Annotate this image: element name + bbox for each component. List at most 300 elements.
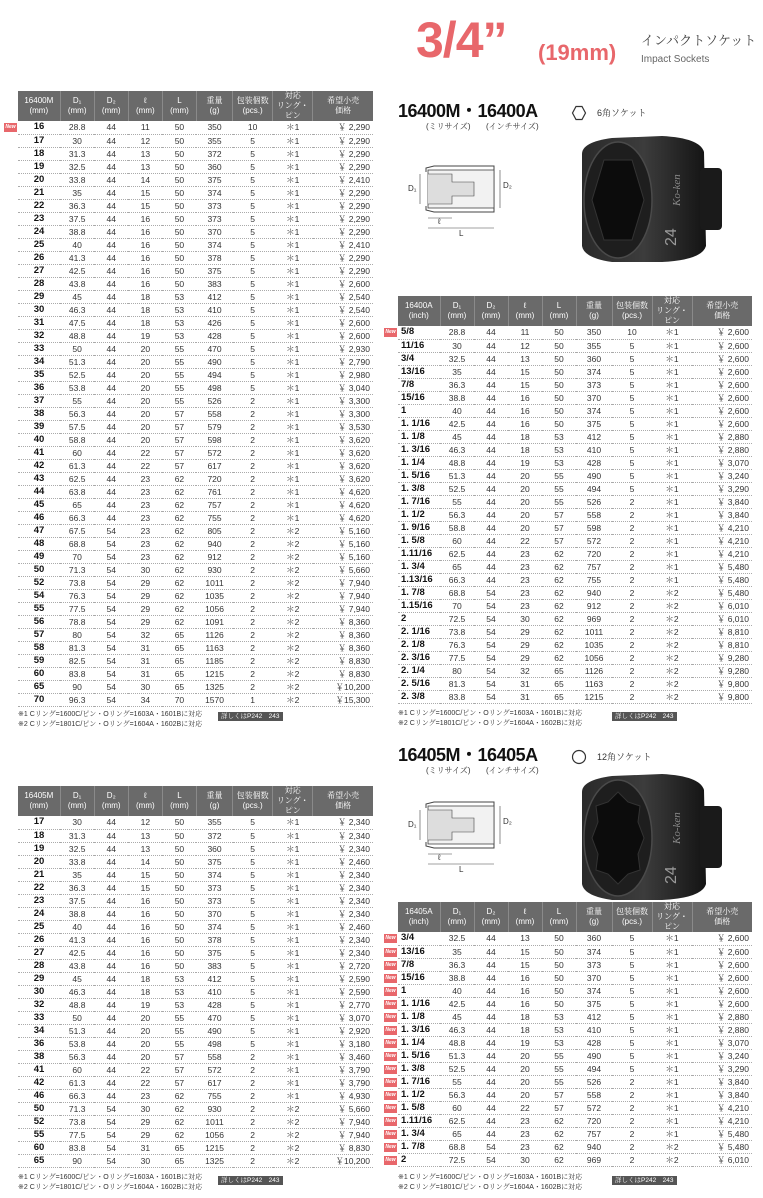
cell-value: ￥ 8,810 [716,639,749,650]
table-cell [60,446,94,459]
table-cell [508,404,542,417]
cell-value: ￥ 7,940 [337,1129,370,1140]
cell-value: 44 [106,395,116,406]
cell-value: 61.3 [68,460,86,471]
table-cell [60,602,94,615]
cell-value: ＊1 [665,340,679,351]
table-cell [233,303,273,316]
cell-value: 1056 [205,1129,224,1140]
price-cell [692,638,752,651]
cell-value: 44 [486,1089,496,1100]
cell-value: 78.8 [68,616,86,627]
cell-value: 55 [554,496,564,507]
table-cell [652,932,692,945]
table-cell [652,677,692,690]
cell-value: ＊1 [286,161,300,172]
price-cell [313,1102,373,1115]
cell-value: 66.3 [68,1090,86,1101]
table-row [18,933,373,946]
cell-value: 20 [520,1063,530,1074]
table-cell [128,959,162,972]
cell-value: 60 [72,447,82,458]
table-cell [652,1140,692,1153]
table-cell [273,212,313,225]
cell-value: 572 [586,1102,602,1113]
cell-value: 44 [486,1115,496,1126]
cell-value: ￥ 3,070 [716,457,749,468]
table-cell [196,972,232,985]
table-cell [60,498,94,511]
cell-value: 20 [520,470,530,481]
table-cell [474,1114,508,1127]
cell-value: 2 [250,616,255,627]
cell-value: 57 [554,1102,564,1113]
table-cell [196,576,232,589]
size-cell [18,160,60,173]
table-cell [273,316,313,329]
table-cell [233,446,273,459]
price-cell [692,984,752,997]
size-cell [398,378,440,391]
cell-value: 77.5 [68,1129,86,1140]
cell-value: 32.5 [68,161,86,172]
size-cell [18,225,60,238]
table-cell [162,868,196,881]
cell-value: 383 [207,278,222,289]
cell-value: 80 [452,665,462,676]
cell-value: ＊1 [286,343,300,354]
table-cell [60,1076,94,1089]
table-cell [233,1024,273,1037]
cell-value: 5 [629,457,635,468]
size-cell [385,1010,440,1023]
size-cell [18,589,60,602]
cell-value: 35 [452,946,462,957]
table-cell [273,998,313,1011]
table-cell [508,417,542,430]
column-header: 対応 リング・ピン [652,296,692,326]
cell-value: 41 [33,446,45,458]
size-cell [18,329,60,342]
table-row [18,680,373,693]
table-cell [128,1050,162,1063]
cell-value: ＊1 [286,817,300,828]
table-cell [94,985,128,998]
cell-value: 44 [106,512,116,523]
table-cell [196,1128,232,1141]
price-cell [313,212,373,225]
size-cell [18,485,60,498]
size-cell [398,495,440,508]
cell-value: 374 [586,985,602,996]
cell-value: 33 [33,342,45,354]
cell-value: 18 [140,291,151,302]
cell-value: ￥ 2,600 [716,959,749,970]
table-cell [233,1050,273,1063]
cell-value: 617 [207,1077,222,1088]
size-cell [18,654,60,667]
table-cell [60,186,94,199]
table-cell [233,1115,273,1128]
cell-value: 373 [207,200,222,211]
table-cell [440,1062,474,1075]
table-cell [273,433,313,446]
table-cell [162,576,196,589]
cell-value: 498 [207,382,222,393]
cell-value: 16 [140,265,151,276]
table-row [18,121,373,134]
cell-value: 17 [33,134,45,146]
table-cell [273,654,313,667]
cell-value: 44 [486,340,496,351]
table-row [18,641,373,654]
cell-value: 25 [33,920,45,932]
cell-value: 18 [140,986,151,997]
cell-value: 2 [629,678,635,689]
table-cell [196,1089,232,1102]
table-cell [233,381,273,394]
price-cell [313,829,373,842]
cell-value: ＊1 [665,561,679,572]
table-cell [128,628,162,641]
cell-value: 46 [33,1089,45,1101]
table-cell [273,881,313,894]
table-cell [652,391,692,404]
cell-value: 18 [520,444,530,455]
cell-value: 5 [250,934,255,945]
table-cell [233,1089,273,1102]
table-cell [652,1023,692,1036]
table-cell [128,881,162,894]
cell-value: ￥ 2,290 [337,265,370,276]
table-cell [60,1089,94,1102]
table-cell [440,1049,474,1062]
table-cell [474,508,508,521]
table-cell [273,342,313,355]
size-cell [398,508,440,521]
price-cell [313,1128,373,1141]
price-cell [313,907,373,920]
d1-label: D₁ [408,820,417,829]
price-cell [313,933,373,946]
table-cell [128,329,162,342]
cell-value: 60 [33,667,45,679]
cell-value: ＊1 [665,379,679,390]
cell-value: 44 [106,265,116,276]
table-cell [196,225,232,238]
cell-value: 15 [140,187,151,198]
size-cell [18,641,60,654]
cell-value: 1. 3/8 [401,1062,425,1074]
see-pages-16400M: 詳しくはP242 243 [218,712,283,721]
table-cell [474,573,508,586]
cell-value: ＊2 [286,655,300,666]
table-row [398,1049,752,1062]
cell-value: 53 [554,431,564,442]
cell-value: 1. 1/4 [401,456,425,468]
cell-value: 2 [629,496,635,507]
cell-value: 2 [629,1076,635,1087]
price-cell [313,576,373,589]
cell-value: 18 [140,304,151,315]
cell-value: 5 [250,369,255,380]
table-cell [652,638,692,651]
cell-value: 5 [250,291,255,302]
cell-value: 5 [250,174,255,185]
price-cell [692,1023,752,1036]
table-cell [233,1102,273,1115]
table-cell [233,654,273,667]
size-cell [385,1049,440,1062]
cell-value: 5 [629,1011,635,1022]
cell-value: 57 [174,408,185,419]
table-cell [60,368,94,381]
size-cell [18,511,60,524]
size-cell [398,651,440,664]
table-cell [94,563,128,576]
cell-value: 29 [140,1116,151,1127]
cell-value: ￥ 5,480 [716,1128,749,1139]
table-cell [474,521,508,534]
cell-value: ＊2 [665,678,679,689]
product-title-16400: 16400M・16400A [398,101,538,121]
table-cell [233,933,273,946]
cell-value: 52.5 [448,483,466,494]
cell-value: ￥ 3,040 [337,382,370,393]
table-cell [542,365,576,378]
cell-value: 50 [554,933,564,944]
table-cell [273,1076,313,1089]
cell-value: 54 [106,1103,116,1114]
size-cell [398,612,440,625]
cell-value: 62.5 [448,1115,466,1126]
cell-value: 20 [33,855,45,867]
cell-value: 370 [207,908,222,919]
cell-value: ＊1 [286,895,300,906]
table-cell [612,1010,652,1023]
table-cell [196,121,232,134]
cell-value: 50 [174,161,185,172]
table-cell [273,1050,313,1063]
table-cell [273,368,313,381]
cell-value: 16 [520,972,530,983]
cell-value: ＊2 [286,1155,300,1166]
size-cell [18,615,60,628]
column-header: 包装個数 (pcs.) [233,91,273,121]
table-row [398,932,752,945]
cell-value: 53 [554,444,564,455]
cell-value: 2 [250,681,255,692]
socket-photo-16405 [572,766,732,906]
cell-value: 30 [33,985,45,997]
cell-value: 20 [140,421,151,432]
cell-value: 579 [207,421,222,432]
table-row [18,420,373,433]
column-header: ℓ (mm) [508,296,542,326]
table-cell [508,560,542,573]
table-cell [60,855,94,868]
table-row [398,534,752,547]
table-cell [576,1049,612,1062]
cell-value: 940 [207,538,222,549]
table-cell [60,329,94,342]
price-cell [313,199,373,212]
table-cell [233,511,273,524]
price-cell [313,498,373,511]
new-badge: New [385,1130,396,1137]
column-header: 対応 リング・ピン [652,902,692,932]
table-cell [440,508,474,521]
column-header: 重量 (g) [196,91,232,121]
table-cell [162,277,196,290]
cell-value: 68.8 [448,587,466,598]
cell-value: ￥ 2,880 [716,1011,749,1022]
table-row [18,537,373,550]
table-row [18,868,373,881]
price-cell [313,329,373,342]
table-cell [94,212,128,225]
cell-value: 54 [486,587,496,598]
cell-value: ￥ 4,210 [716,522,749,533]
cell-value: ＊1 [665,353,679,364]
table-cell [576,521,612,534]
cell-value: 54 [486,678,496,689]
table-cell [162,680,196,693]
cell-value: 90 [72,1155,82,1166]
table-row [18,186,373,199]
table-cell [576,945,612,958]
cell-value: 50 [554,379,564,390]
cell-value: 20 [140,1038,151,1049]
table-cell [273,329,313,342]
cell-value: 428 [586,457,602,468]
cell-value: 55 [174,369,185,380]
table-cell [233,121,273,134]
price-cell [313,381,373,394]
cell-value: 2 [250,1090,255,1101]
cell-value: 15 [140,200,151,211]
table-cell [162,829,196,842]
table-cell [94,121,128,134]
table-cell [60,985,94,998]
price-cell [313,920,373,933]
table-cell [273,1115,313,1128]
cell-value: ￥ 2,290 [337,252,370,263]
table-cell [162,602,196,615]
table-cell [612,1023,652,1036]
cell-value: 23 [520,1115,530,1126]
cell-value: 410 [586,1024,602,1035]
cell-value: ￥ 2,880 [716,1024,749,1035]
cell-value: 1163 [584,678,604,689]
cell-value: 71.3 [68,1103,86,1114]
table-row [18,381,373,394]
table-cell [94,1128,128,1141]
table-cell [60,959,94,972]
table-cell [273,498,313,511]
price-cell [313,1141,373,1154]
table-cell [508,1023,542,1036]
cell-value: 36.3 [68,200,86,211]
cell-value: 755 [586,574,602,585]
cell-value: 50 [174,239,185,250]
table-16405M [18,786,373,1168]
cell-value: 71.3 [68,564,86,575]
table-cell [162,173,196,186]
table-cell [162,628,196,641]
cell-value: ￥ 7,940 [337,603,370,614]
table-cell [542,391,576,404]
cell-value: 72.5 [448,1154,466,1165]
table-cell [652,521,692,534]
price-cell [313,615,373,628]
table-cell [94,446,128,459]
table-cell [196,277,232,290]
price-cell [313,985,373,998]
cell-value: 18 [33,147,45,159]
cell-value: 37.5 [68,213,86,224]
cell-value: 5 [250,356,255,367]
table-cell [508,391,542,404]
table-cell [60,946,94,959]
cell-value: 50 [174,934,185,945]
cell-value: 42.5 [68,265,86,276]
table-row [18,134,373,147]
cell-value: 65 [174,668,185,679]
table-cell [162,121,196,134]
table-cell [440,1127,474,1140]
table-cell [440,378,474,391]
table-cell [94,264,128,277]
cell-value: 360 [207,161,222,172]
cell-value: 44 [486,470,496,481]
cell-value: 38.8 [68,908,86,919]
cell-value: 490 [586,470,602,481]
new-badge: New [385,974,396,981]
cell-value: 32 [140,629,151,640]
cell-value: 46.3 [68,304,86,315]
cell-value: 70 [72,551,82,562]
table-cell [162,933,196,946]
cell-value: ￥ 3,620 [337,473,370,484]
cell-value: ￥ 2,600 [716,933,749,944]
price-cell [692,443,752,456]
cell-value: 360 [586,933,602,944]
table-cell [60,868,94,881]
cell-value: 5 [629,470,635,481]
table-cell [162,1154,196,1167]
table-cell [233,602,273,615]
photo-size-number: 24 [663,866,680,884]
cell-value: 29 [140,616,151,627]
table-row [18,615,373,628]
cell-value: ＊1 [665,470,679,481]
table-cell [508,352,542,365]
cell-value: 53 [554,1011,564,1022]
cell-value: 11/16 [401,339,425,351]
cell-value: 16 [140,895,151,906]
table-cell [60,1141,94,1154]
table-cell [60,654,94,667]
size-cell [18,1115,60,1128]
table-cell [196,550,232,563]
table-cell [94,868,128,881]
table-cell [508,339,542,352]
cell-value: 30 [520,613,530,624]
table-cell [162,1128,196,1141]
table-row [18,842,373,855]
cell-value: 50 [174,921,185,932]
